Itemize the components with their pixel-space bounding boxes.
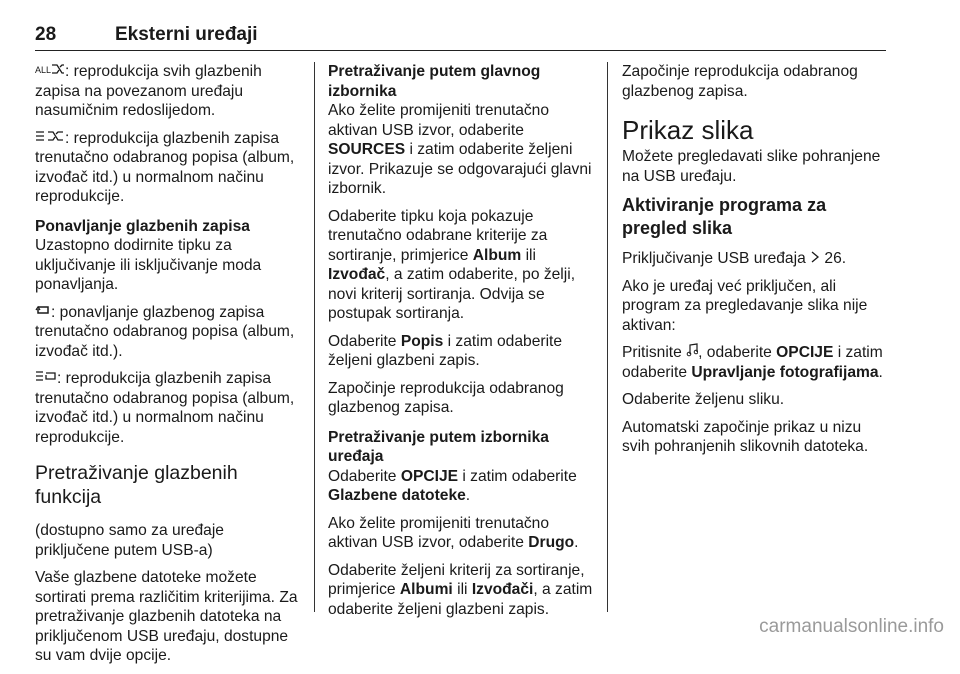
paragraph: Možete pregledavati slike pohranjene na USB uređaju. [622, 148, 881, 185]
paragraph: Odaberite željenu sliku. [622, 391, 785, 408]
term-sources: SOURCES [328, 141, 406, 158]
paragraph-text: : ponavljanje glazbenog zapisa trenutačno odabranog popisa (album, izvođač itd.). [35, 303, 295, 360]
paragraph [35, 62, 300, 121]
paragraph: Automatski započinje prikaz u nizu svih pohranjenih slikovnih datoteka. [622, 418, 869, 455]
term-drugo: Drugo [528, 534, 575, 551]
music-note-icon [686, 343, 698, 363]
text: . [878, 363, 883, 381]
paragraph: Uzastopno dodirnite tipku za uključivanje ili isključivanje moda ponavljanja. [35, 237, 262, 293]
text: Odaberite [328, 332, 401, 350]
page-reference-arrow-icon [810, 249, 820, 269]
term-izvodaci: Izvođači [471, 581, 534, 598]
text: Ako želite promijeniti trenutačno aktivan USB izvor, odaberite [328, 102, 550, 139]
paragraph: (dostupno samo za uređaje priključene putem USB-a) [35, 522, 224, 559]
paragraph [35, 129, 300, 207]
svg-text:ALL: ALL [35, 65, 52, 75]
paragraph [328, 467, 596, 506]
column-divider [607, 62, 608, 612]
term-upravljanje-fotografijama: Upravljanje fotografijama [691, 363, 879, 381]
chapter-heading: Prikaz slika [622, 115, 754, 145]
shuffle-all-icon [35, 62, 65, 82]
paragraph: Započinje reprodukcija odabranog glazbenog zapisa. [328, 379, 564, 416]
paragraph: Započinje reprodukcija odabranog glazbenog zapisa. [622, 63, 858, 100]
subheading: Ponavljanje glazbenih zapisa [35, 217, 250, 235]
column-right [622, 62, 892, 465]
shuffle-list-icon [35, 129, 65, 149]
page-number: 28 [35, 24, 57, 45]
text: ili [452, 581, 472, 598]
paragraph [328, 101, 596, 199]
text: , a zatim odaberite željeni glazbeni zapis. [328, 581, 593, 618]
paragraph [622, 343, 892, 382]
page-header [35, 22, 886, 51]
text: Odaberite tipku koja pokazuje trenutačno odabrane kriterije za sortiranje, primjerice [328, 207, 548, 264]
section-heading: Pretraživanje glazbenih funkcija [35, 462, 238, 508]
column-divider [314, 62, 315, 612]
term-opcije: OPCIJE [400, 467, 459, 485]
term-popis: Popis [400, 332, 444, 350]
watermark: carmanualsonline.info [759, 616, 944, 637]
running-title: Eksterni uređaji [115, 24, 258, 45]
term-opcije: OPCIJE [776, 344, 834, 361]
text: ili [521, 246, 536, 264]
term-glazbene-datoteke: Glazbene datoteke [328, 487, 466, 504]
paragraph-text: : reprodukcija glazbenih zapisa trenutačno odabranog popisa (album, izvođač itd.) u normalnom načinu reprodukcije. [35, 129, 295, 205]
paragraph: Vaše glazbene datoteke možete sortirati prema različitim kriterijima. Za pretraživanje glazbenih datoteka na priključenom USB uređaju, dostupne su vam dvije opcije. [35, 569, 298, 664]
paragraph [328, 514, 596, 553]
repeat-off-icon [35, 369, 57, 389]
text: i zatim odaberite [458, 467, 577, 485]
text: i zatim odaberite željeni izvor. Prikazuje se odgovarajući glavni izbornik. [328, 141, 592, 197]
term-album: Album [472, 246, 522, 264]
paragraph-text: : reprodukcija svih glazbenih zapisa na povezanom uređaju nasumičnim redoslijedom. [35, 63, 262, 119]
paragraph [328, 207, 596, 324]
repeat-icon [35, 303, 51, 323]
paragraph [35, 303, 300, 362]
text: i zatim odaberite [622, 344, 883, 381]
section-heading: Aktiviranje programa za pregled slika [622, 195, 827, 238]
paragraph [328, 561, 596, 620]
term-albumi: Albumi [399, 581, 453, 598]
subheading: Pretraživanje putem glavnog izbornika [328, 63, 541, 100]
text: i zatim odaberite željeni glazbeni zapis. [328, 332, 563, 369]
paragraph [328, 332, 596, 371]
text: Odaberite željeni kriterij za sortiranje, primjerice [328, 561, 585, 598]
paragraph [622, 249, 892, 269]
text: Pritisnite [622, 344, 687, 361]
column-middle [328, 62, 596, 627]
text: . [574, 534, 579, 551]
page-reference: 26. [820, 250, 847, 267]
text: Odaberite [328, 467, 401, 485]
subheading: Pretraživanje putem izbornika uređaja [328, 428, 549, 465]
text: . [465, 487, 471, 504]
text: , a zatim odaberite, po želji, novi kriterij sortiranja. Odvija se postupak sortiranja. [328, 266, 576, 322]
text: , odaberite [698, 344, 777, 361]
text: Priključivanje USB uređaja [622, 250, 811, 267]
paragraph-text: : reprodukcija glazbenih zapisa trenutačno odabranog popisa (album, izvođač itd.) u normalnom načinu reprodukcije. [35, 370, 295, 446]
paragraph: Ako je uređaj već priključen, ali program za pregledavanje slika nije aktivan: [622, 277, 868, 334]
column-left [35, 62, 300, 674]
paragraph [35, 369, 300, 447]
text: Ako želite promijeniti trenutačno aktivan USB izvor, odaberite [328, 514, 550, 551]
term-izvodac: Izvođač [328, 266, 386, 283]
